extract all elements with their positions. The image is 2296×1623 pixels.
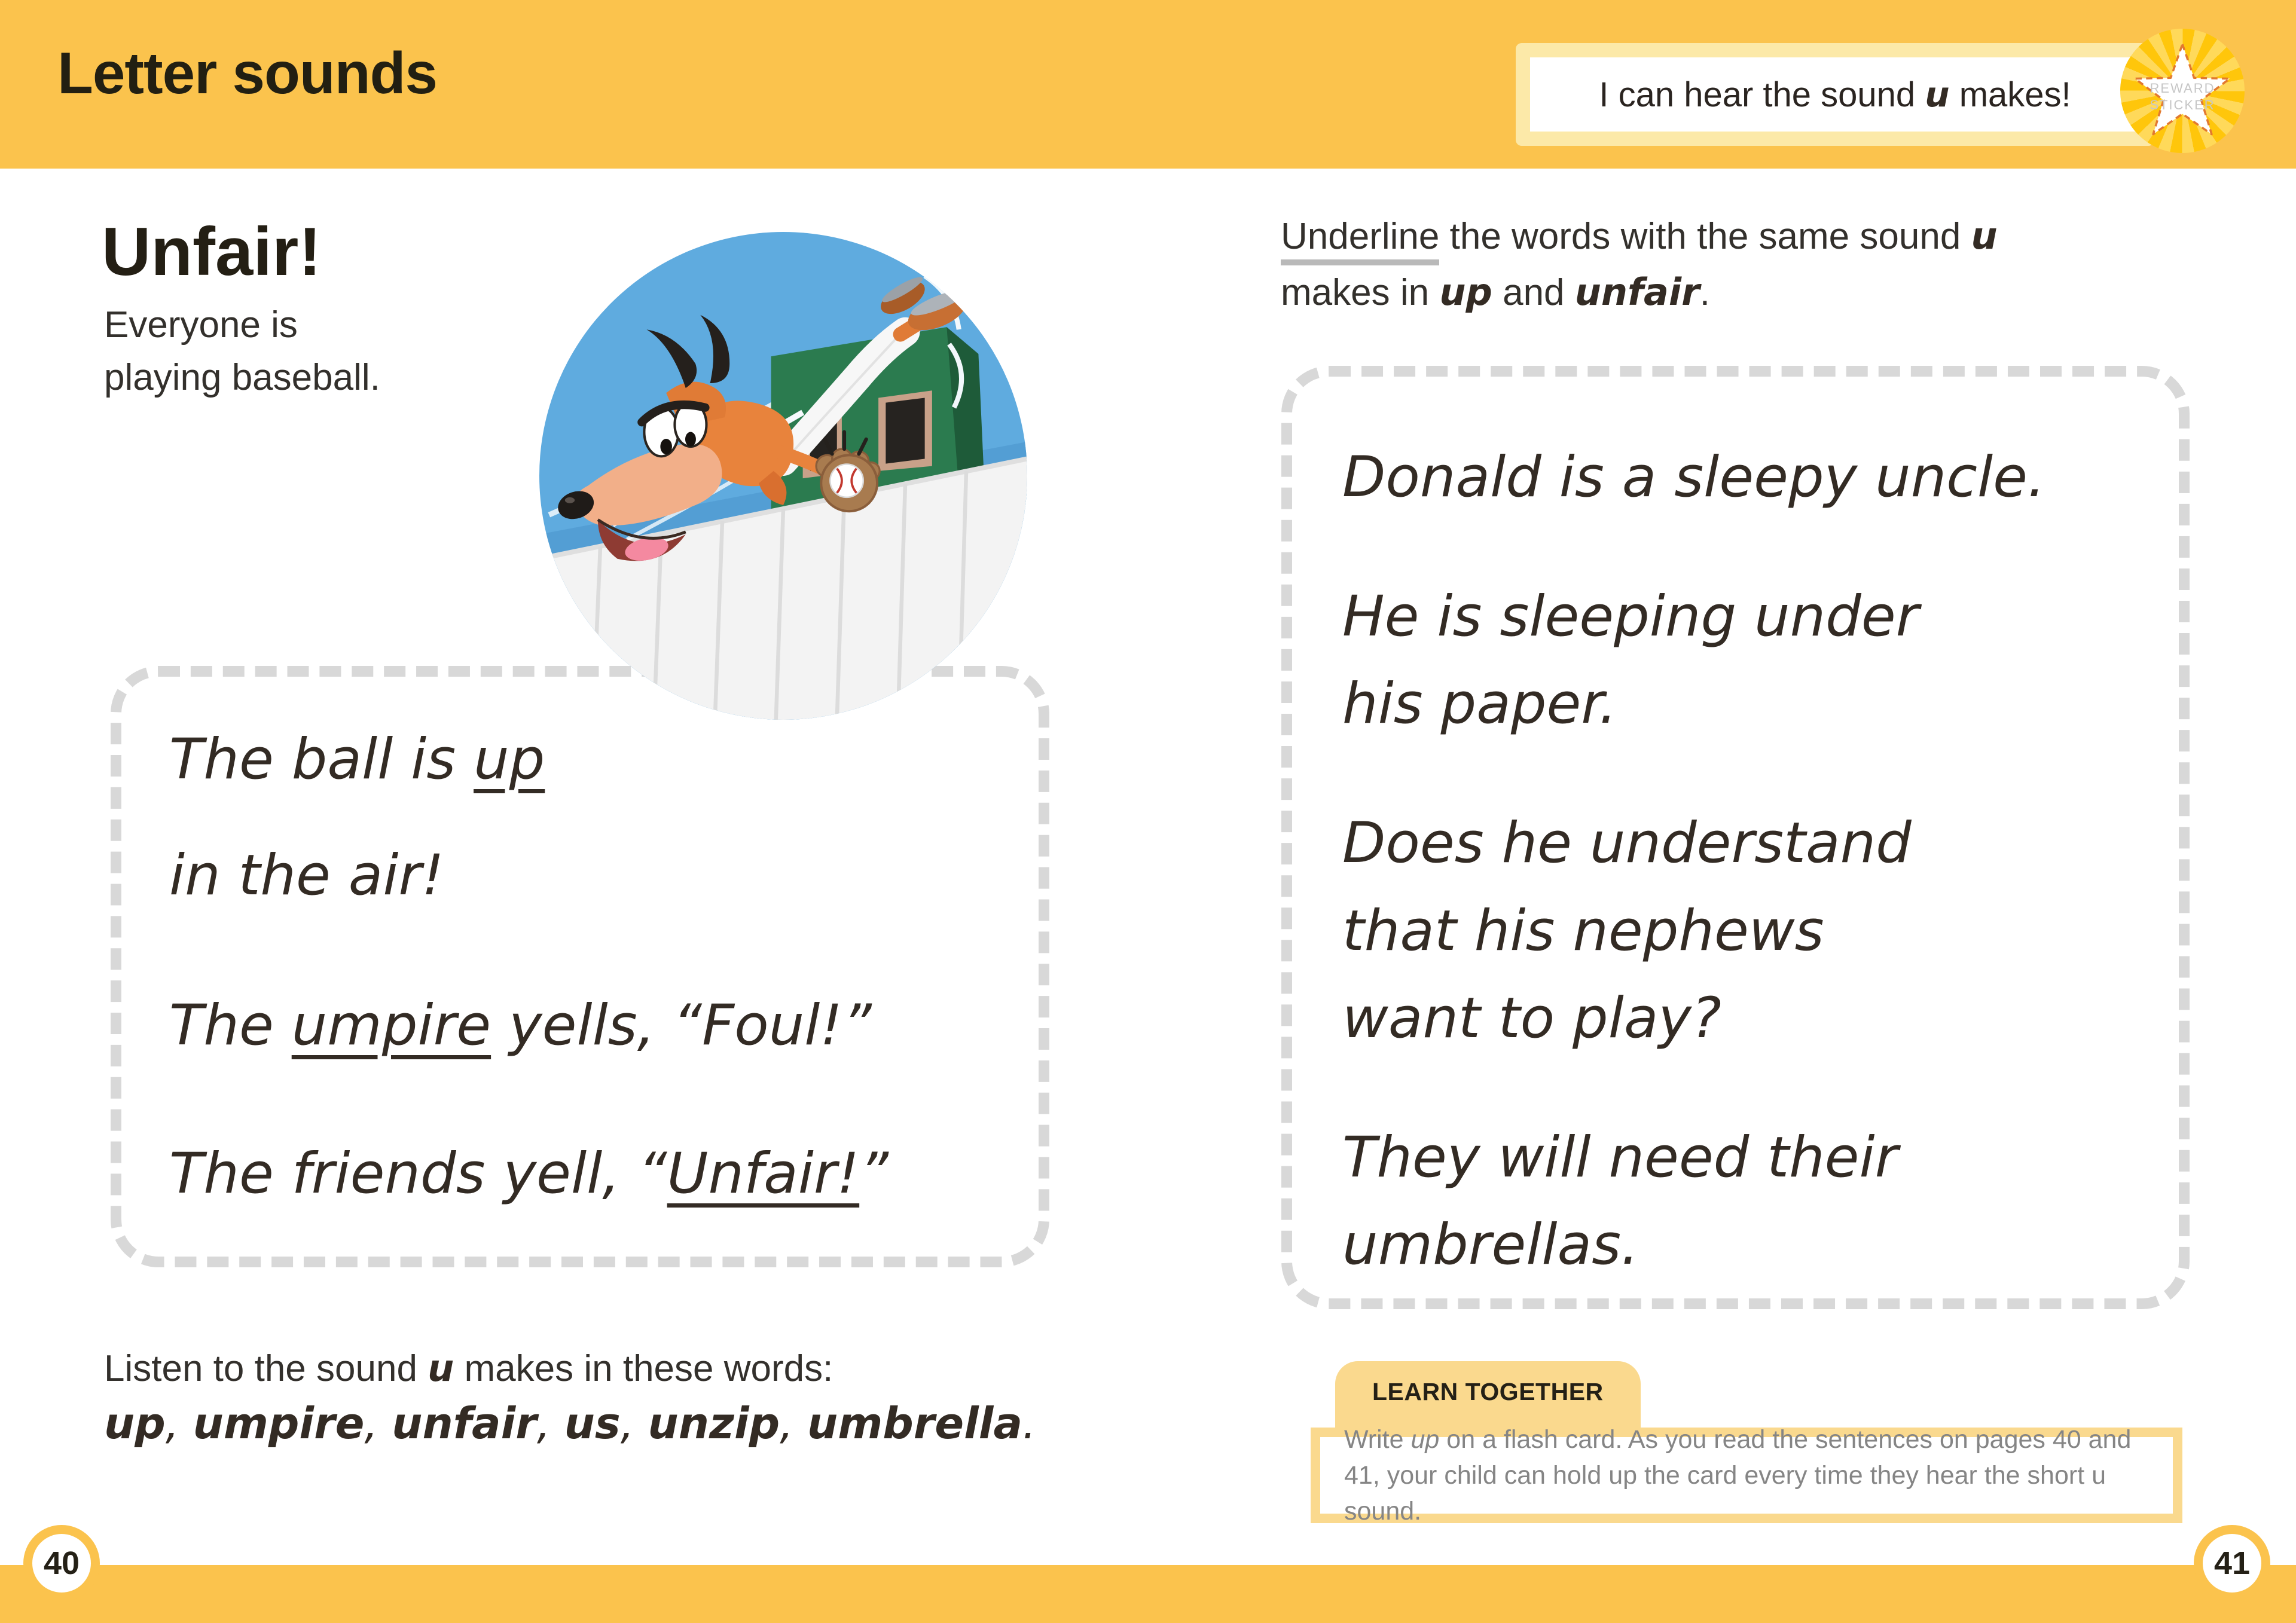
baseball-icon bbox=[830, 464, 863, 497]
illustration-circle bbox=[539, 232, 1027, 720]
learn-together-panel bbox=[1311, 1425, 2182, 1526]
learn-together-body: Write up on a flash card. As you read the sentences on pages 40 and 41, your child can hold up the card every time they hear the short u sound. bbox=[1344, 1425, 2132, 1526]
story-line: The umpire yells, “Foul!” bbox=[169, 993, 872, 1059]
footer-bar bbox=[0, 1565, 2296, 1623]
story-line: in the air! bbox=[169, 842, 444, 908]
story-intro: Everyone is playing baseball. bbox=[104, 304, 380, 399]
exercise-sentence: He is sleeping under his paper. bbox=[1342, 583, 1919, 737]
exercise-sentence: Donald is a sleepy uncle. bbox=[1342, 445, 2045, 510]
exercise-instruction: Underline the words with the same sound u makes in up and unfair. bbox=[1281, 214, 1998, 314]
story-box bbox=[111, 666, 1049, 1267]
learn-together-inner bbox=[1320, 1425, 2173, 1526]
page-title: Letter sounds bbox=[57, 40, 437, 106]
listen-intro: Listen to the sound u makes in these words: bbox=[104, 1346, 833, 1390]
story-title: Unfair! bbox=[102, 214, 322, 290]
story-line: The friends yell, “Unfair!” bbox=[169, 1141, 889, 1206]
story-line: The ball is up bbox=[169, 727, 545, 792]
exercise-sentence: Does he understand that his nephews want to play? bbox=[1342, 810, 1912, 1052]
reward-sticker-label: REWARD STICKER bbox=[2150, 81, 2215, 112]
exercise-box bbox=[1281, 366, 2190, 1309]
listen-note bbox=[104, 1346, 1036, 1448]
header-bar bbox=[0, 0, 2296, 169]
reward-badge-text: I can hear the sound u makes! bbox=[1599, 74, 2071, 115]
listen-word-list: up, umpire, unfair, us, unzip, umbrella. bbox=[104, 1398, 1036, 1448]
baseball-scene bbox=[539, 232, 1027, 720]
page-number-left: 40 bbox=[23, 1525, 100, 1601]
reward-badge-inner bbox=[1530, 57, 2140, 132]
learn-together-tab: LEARN TOGETHER bbox=[1335, 1361, 1641, 1436]
page-number-right: 41 bbox=[2194, 1525, 2270, 1601]
reward-sticker bbox=[2120, 29, 2245, 153]
exercise-sentence: They will need their umbrellas. bbox=[1342, 1124, 1898, 1278]
reward-badge bbox=[1516, 43, 2154, 146]
